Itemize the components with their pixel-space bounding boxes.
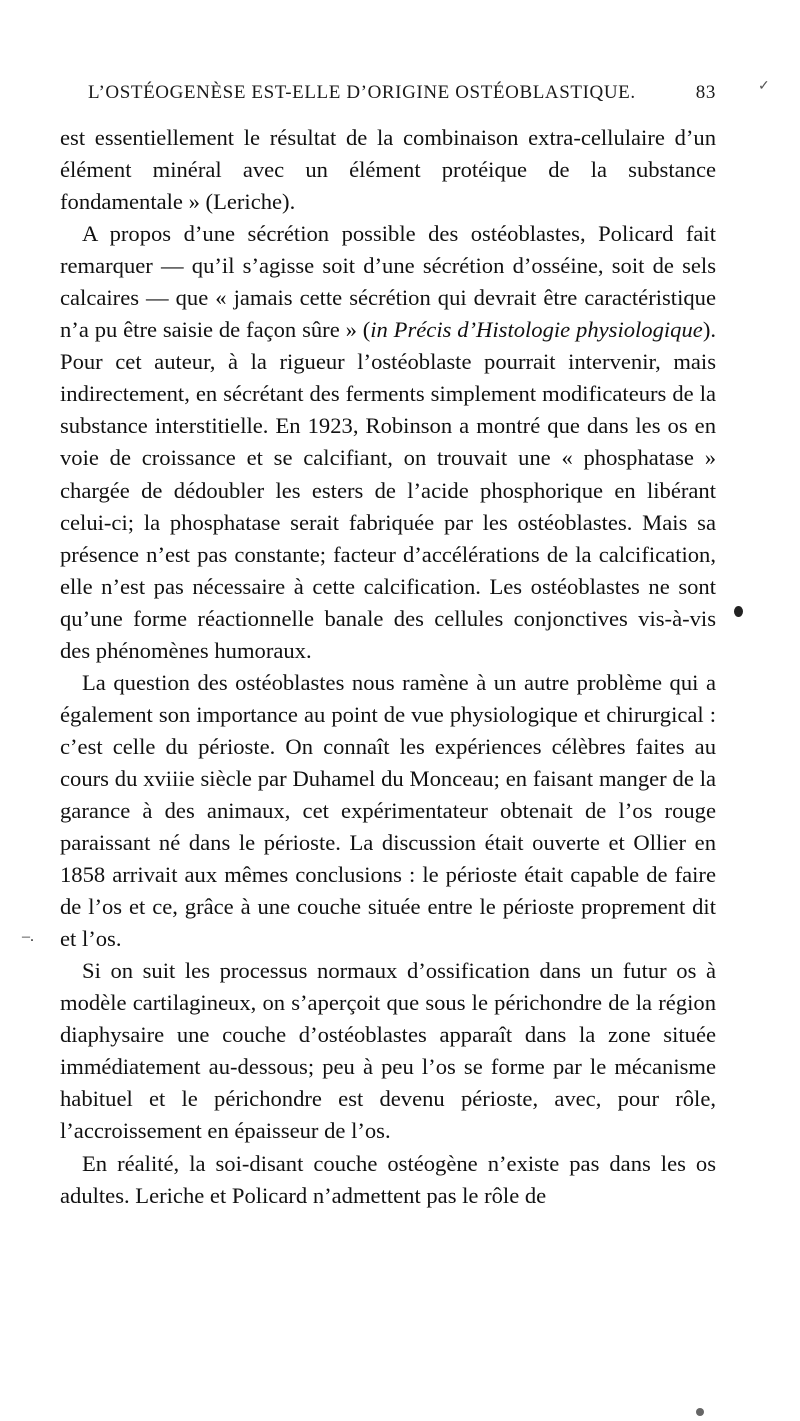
paragraph-text: La question des ostéoblastes nous ramène à un autre problème qui a également son importance au point de vue physiologique et chirurgical : c’est celle du périoste. On connaît les expériences célèbres faites au cours du xviiie siècle par Duhamel du Monceau; en faisant manger de la garance à des animaux, cet expérimentateur obtenait de l’os rouge paraissant né dans le périoste. La discussion était ouverte et Ollier en 1858 arrivait aux mêmes conclusions : le périoste était capable de faire de l’os et ce, grâce à une couche située entre le périoste proprement dit et l’os. [60,669,716,952]
paragraph-text-after: ). Pour cet auteur, à la rigueur l’ostéoblaste pourrait intervenir, mais indirectement, en sécrétant des ferments simplement modificateurs de la substance interstitielle. En 1923, Robinson a montré que dans les os en voie de croissance et se calcifiant, on trouvait une « phosphatase » chargée de dédoubler les esters de l’acide phosphorique en libérant celui-ci; la phosphatase serait fabriquée par les ostéoblastes. Mais sa présence n’est pas constante; facteur d’accélérations de la calcification, elle n’est pas nécessaire à cette calcification. Les ostéoblastes ne sont qu’une forme réactionnelle banale des cellules conjonctives vis-à-vis des phénomènes humoraux. [60,317,716,663]
paragraph-final [60,1148,716,1212]
margin-mark-top: ✓ [758,79,770,94]
book-title-italic: in Précis d’Histologie physiologique [370,317,703,343]
paragraph-text: Si on suit les processus normaux d’ossification dans un futur os à modèle cartilagineux, on s’aperçoit que sous le périchondre de la région diaphysaire une couche d’ostéoblastes apparaît dans la zone située immédiatement au-dessous; peu à peu l’os se forme par le mécanisme habituel et le périchondre est devenu périoste, avec, pour rôle, l’accroissement en épaisseur de l’os. [60,958,716,1144]
ink-spot-right [734,606,743,617]
paragraph-text: En réalité, la soi-disant couche ostéogène n’existe pas dans les os adultes. Leriche et Policard n’admettent pas le rôle de [60,1150,716,1208]
running-header [88,82,716,104]
page-number: 83 [695,82,716,103]
running-title: L’OSTÉOGENÈSE EST-ELLE D’ORIGINE OSTÉOBLASTIQUE. [88,82,636,103]
body-text [60,122,716,1212]
paragraph-ossification [60,955,716,1147]
ink-spot-bottom [696,1408,704,1416]
paragraph-text: est essentiellement le résultat de la combinaison extra-cellulaire d’un élément minéral avec un élément protéique de la substance fondamentale » (Leriche). [60,125,716,215]
paragraph-text-before: A propos d’une sécrétion possible des ostéoblastes, Policard fait remarquer — qu’il s’agisse soit d’une sécrétion d’osséine, soit de sels calcaires — que « jamais cette sécrétion qui devrait être caractéristique n’a pu être saisie de façon sûre » ( [60,221,716,343]
paragraph-policard [60,218,716,667]
paragraph-periosteum [60,667,716,955]
paragraph-continuation [60,122,716,218]
margin-mark-left: –. [22,928,34,945]
